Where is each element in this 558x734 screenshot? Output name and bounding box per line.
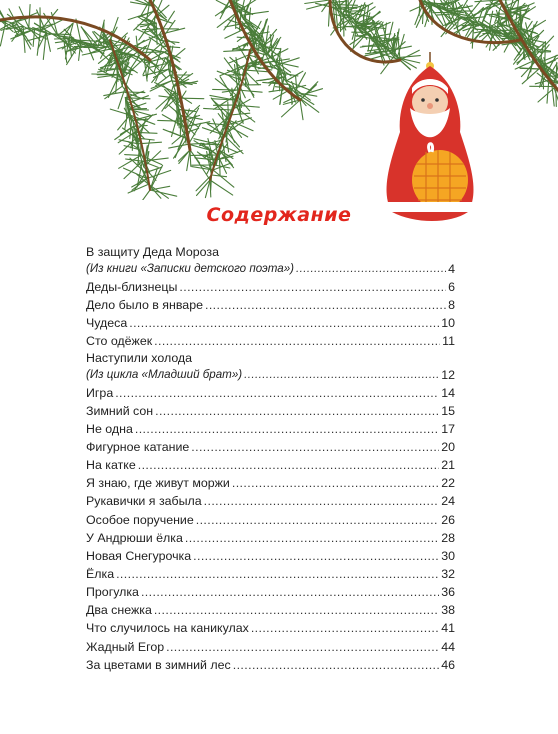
toc-page-number: 32 — [441, 566, 455, 581]
toc-page-number: 14 — [441, 385, 455, 400]
toc-line — [86, 296, 455, 314]
toc-line — [86, 583, 455, 601]
toc-page-number: 12 — [441, 367, 455, 382]
toc-entry — [86, 601, 455, 619]
dot-leader — [115, 384, 439, 402]
pine-needle — [305, 0, 330, 4]
dot-leader — [296, 260, 446, 278]
toc-page-number: 26 — [441, 512, 455, 527]
pine-needle — [210, 180, 233, 195]
toc-page-number: 36 — [441, 585, 455, 600]
toc-line — [86, 619, 455, 637]
pine-needle — [204, 108, 232, 110]
toc-page-number: 24 — [441, 494, 455, 509]
dot-leader — [185, 529, 439, 547]
toc-line — [86, 492, 455, 510]
toc-page-number: 17 — [441, 421, 455, 436]
toc-entry-title: Прогулка — [86, 585, 139, 600]
dot-leader — [166, 638, 439, 656]
toc-entry-title: Ёлка — [86, 566, 115, 581]
toc-line — [86, 638, 455, 656]
pine-needle — [228, 102, 229, 120]
toc-page-number: 28 — [441, 530, 455, 545]
toc-line — [86, 332, 455, 350]
toc-entry — [86, 529, 455, 547]
toc-entry — [86, 438, 455, 456]
toc-subtitle-line — [86, 366, 455, 384]
pine-needle — [118, 115, 130, 130]
toc-entry — [86, 656, 455, 674]
toc-entry-title: Деды-близнецы — [86, 279, 178, 294]
toc-entry-title: Фигурное катание — [86, 439, 190, 454]
table-of-contents — [86, 245, 455, 674]
toc-line — [86, 438, 455, 456]
toc-line — [86, 656, 455, 674]
toc-entry — [86, 296, 455, 314]
toc-line — [86, 456, 455, 474]
pine-needle — [142, 190, 150, 200]
pine-needle — [143, 69, 168, 76]
toc-entry-title: Жадный Егор — [86, 639, 165, 654]
toc-entry — [86, 351, 455, 384]
pine-needle — [213, 89, 238, 90]
toc-entry — [86, 278, 455, 296]
pine-needle — [373, 34, 391, 37]
toc-page-number: 8 — [448, 298, 455, 313]
toc-line — [86, 351, 455, 366]
toc-line — [86, 314, 455, 332]
dot-leader — [138, 456, 439, 474]
pine-needle — [475, 0, 500, 2]
toc-line — [86, 529, 455, 547]
toc-line — [86, 420, 455, 438]
toc-entry-title: На катке — [86, 458, 136, 473]
toc-entry — [86, 332, 455, 350]
toc-entry-title: Два снежка — [86, 603, 152, 618]
dot-leader — [205, 296, 446, 314]
dot-leader — [251, 619, 439, 637]
toc-line — [86, 245, 455, 260]
toc-line — [86, 474, 455, 492]
pine-needle — [215, 4, 232, 16]
toc-entry-title: Рукавички я забыла — [86, 494, 202, 509]
toc-entry-title: Что случилось на каникулах — [86, 621, 249, 636]
toc-entry-title: У Андрюши ёлка — [86, 530, 183, 545]
toc-entry — [86, 619, 455, 637]
toc-page-number: 20 — [441, 439, 455, 454]
dot-leader — [232, 474, 439, 492]
toc-page-number: 10 — [441, 316, 455, 331]
dot-leader — [135, 420, 439, 438]
toc-line — [86, 601, 455, 619]
toc-entry — [86, 583, 455, 601]
toc-entry-title: Игра — [86, 385, 114, 400]
dot-leader — [196, 511, 439, 529]
toc-entry-title: Зимний сон — [86, 403, 154, 418]
toc-entry — [86, 638, 455, 656]
dot-leader — [191, 438, 439, 456]
toc-entry-subtitle: (Из книги «Записки детского поэта») — [86, 262, 295, 275]
toc-entry — [86, 420, 455, 438]
toc-page-number: 38 — [441, 603, 455, 618]
pine-needle — [129, 57, 139, 71]
dot-leader — [179, 278, 446, 296]
dot-leader — [116, 565, 439, 583]
toc-entry-title: Не одна — [86, 421, 133, 436]
toc-entry-title: В защиту Деда Мороза — [86, 245, 219, 259]
toc-page-number: 44 — [441, 639, 455, 654]
dot-leader — [155, 402, 439, 420]
toc-page-number: 46 — [441, 657, 455, 672]
toc-entry — [86, 384, 455, 402]
pine-needle — [348, 0, 349, 16]
toc-page-number: 21 — [441, 458, 455, 473]
toc-line — [86, 547, 455, 565]
toc-entry — [86, 511, 455, 529]
dot-leader — [204, 492, 440, 510]
dot-leader — [244, 366, 439, 384]
pine-needle — [142, 158, 168, 161]
toc-line — [86, 565, 455, 583]
dot-leader — [154, 332, 440, 350]
dot-leader — [154, 601, 439, 619]
pine-needle — [215, 79, 236, 95]
dot-leader — [141, 583, 439, 601]
toc-entry — [86, 314, 455, 332]
santa-ornament-illustration — [370, 52, 490, 224]
toc-subtitle-line — [86, 260, 455, 278]
pine-needle — [118, 92, 124, 109]
toc-entry — [86, 492, 455, 510]
toc-entry-title: Сто одёжек — [86, 334, 153, 349]
pine-needle — [195, 157, 210, 180]
toc-entry-title: Наступили холода — [86, 350, 193, 365]
dot-leader — [193, 547, 439, 565]
page-title: Содержание — [206, 204, 352, 226]
pine-needle — [287, 71, 303, 81]
pine-needle — [162, 46, 179, 47]
toc-line — [86, 511, 455, 529]
toc-page-number: 11 — [442, 334, 455, 349]
toc-line — [86, 384, 455, 402]
toc-entry-subtitle: (Из цикла «Младший брат») — [86, 367, 243, 381]
pine-needle — [150, 169, 157, 190]
toc-page-number: 30 — [441, 548, 455, 563]
toc-entry-title: За цветами в зимний лес — [86, 657, 231, 672]
toc-entry-title: Особое поручение — [86, 512, 194, 527]
toc-page-number: 6 — [448, 279, 455, 294]
toc-line — [86, 402, 455, 420]
toc-entry — [86, 547, 455, 565]
toc-line — [86, 278, 455, 296]
toc-entry-title: Чудеса — [86, 316, 128, 331]
dot-leader — [129, 314, 439, 332]
toc-entry — [86, 565, 455, 583]
toc-entry-title: Новая Снегурочка — [86, 548, 192, 563]
pine-needle — [300, 100, 303, 120]
pine-needle — [0, 22, 5, 46]
toc-page-number: 22 — [441, 476, 455, 491]
toc-entry — [86, 474, 455, 492]
toc-page-number: 41 — [441, 621, 455, 636]
pine-needle — [194, 141, 218, 155]
toc-page-number: 15 — [441, 403, 455, 418]
toc-entry-title: Я знаю, где живут моржи — [86, 476, 230, 491]
dot-leader — [233, 656, 439, 674]
toc-entry — [86, 456, 455, 474]
toc-entry-title: Дело было в январе — [86, 298, 203, 313]
toc-entry — [86, 245, 455, 278]
toc-page-number: 4 — [448, 262, 455, 276]
toc-entry — [86, 402, 455, 420]
